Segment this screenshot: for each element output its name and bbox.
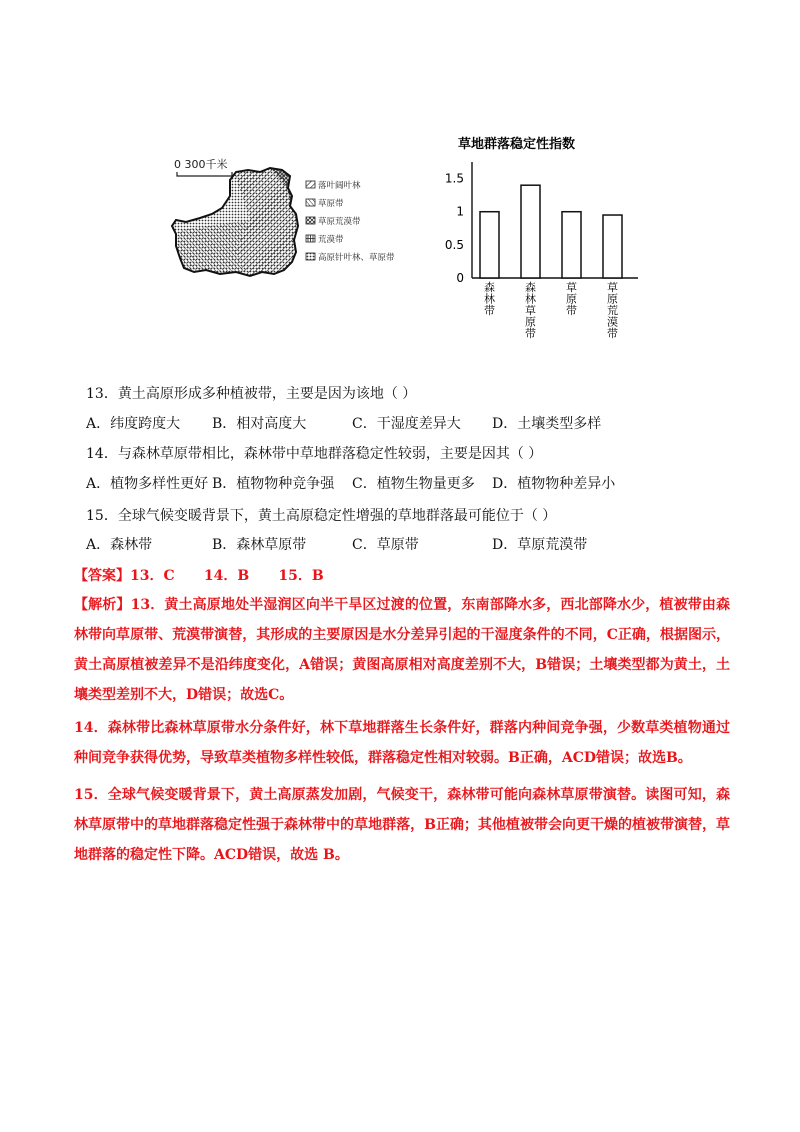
analysis-13-text: 13．黄土高原地处半湿润区向半干旱区过渡的位置，东南部降水多，西北部降水少，植被带由森林带向草原带、荒漠带演替，其形成的主要原因是水分差异引起的干湿度条件的不同，C正确，根据图示，黄土高原植被差异不是沿纬度变化，A错误；黄图高原相对高度差别不大，B错误；土壤类型都为黄土，土壤类型差别不大，D错误；故选C。	[74, 597, 731, 703]
question-14-stem: 14．与森林草原带相比，森林带中草地群落稳定性较弱，主要是因其（ ）	[86, 446, 543, 462]
legend-label: 荒漠带	[318, 235, 344, 245]
chart-title: 草地群落稳定性指数	[458, 137, 576, 152]
legend-item	[306, 198, 344, 209]
legend-item	[306, 216, 361, 227]
question-15-option-c[interactable]: C．草原带	[352, 537, 419, 553]
analysis-15: 15．全球气候变暖背景下，黄土高原蒸发加剧，气候变干，森林带可能向森林草原带演替。读图可知，森林草原带中的草地群落稳定性强于森林带中的草地群落，B正确；其他植被带会向更干燥的植被带演替，草地群落的稳定性下降。ACD错误，故选 B。	[74, 787, 730, 863]
answer-label: 【答案】	[74, 568, 130, 584]
y-tick-label: 1.5	[444, 171, 464, 186]
question-13-stem: 13．黄土高原形成多种植被带，主要是因为该地（ ）	[86, 386, 417, 402]
y-tick-label: 0	[456, 271, 464, 285]
y-tick-label: 1	[456, 204, 464, 219]
question-13-option-b[interactable]: B．相对高度大	[212, 416, 307, 432]
question-14-option-d[interactable]: D．植物物种差异小	[492, 476, 616, 492]
figure-area	[0, 0, 800, 360]
question-13-option-a[interactable]: A．纬度跨度大	[86, 416, 181, 432]
question-13-option-d[interactable]: D．土壤类型多样	[492, 416, 602, 432]
bar-chart	[445, 136, 638, 340]
answer-line	[74, 566, 324, 586]
legend-label: 草原带	[318, 199, 344, 209]
hatch-dense-icon	[306, 181, 315, 188]
x-tick-label: 森林带	[484, 281, 495, 317]
x-tick-label: 森林草原带	[525, 281, 536, 340]
vertical-bars-icon	[306, 235, 315, 242]
legend-item	[306, 234, 344, 245]
legend-item	[306, 252, 395, 263]
bar	[521, 185, 540, 278]
question-14-option-c[interactable]: C．植物生物量更多	[352, 476, 475, 492]
loess-plateau-map	[160, 160, 310, 290]
x-tick-label: 草原荒漠带	[607, 281, 618, 340]
hatch-diagonal-icon	[306, 199, 315, 206]
answer-text: 13．C 14．B 15．B	[130, 568, 324, 584]
cross-hatch-icon	[306, 217, 315, 224]
analysis-label: 【解析】	[74, 597, 131, 613]
analysis-14: 14．森林带比森林草原带水分条件好，林下草地群落生长条件好，群落内种间竞争强，少数草类植物通过种间竞争获得优势，导致草类植物多样性较低，群落稳定性相对较弱。B正确，ACD错误；故选B。	[74, 720, 730, 766]
question-15-stem: 15．全球气候变暖背景下，黄土高原稳定性增强的草地群落最可能位于（ ）	[86, 508, 557, 524]
question-14-option-a[interactable]: A．植物多样性更好	[86, 476, 209, 492]
legend-label: 落叶阔叶林	[318, 181, 361, 191]
legend-label: 高原针叶林、草原带	[318, 253, 395, 263]
question-14-option-b[interactable]: B．植物物种竞争强	[212, 476, 335, 492]
bar	[603, 215, 622, 278]
analysis-13	[74, 590, 730, 710]
bar	[480, 212, 499, 278]
grid-icon	[306, 253, 315, 260]
legend-label: 草原荒漠带	[318, 217, 361, 227]
legend-item	[306, 180, 361, 191]
map-scale	[174, 157, 232, 176]
map-scale-label: 0 300千米	[174, 158, 228, 171]
map-legend	[306, 180, 395, 263]
question-15-option-b[interactable]: B．森林草原带	[212, 537, 307, 553]
x-tick-label: 草原带	[566, 281, 577, 317]
question-13-option-c[interactable]: C．干湿度差异大	[352, 416, 461, 432]
question-15-option-d[interactable]: D．草原荒漠带	[492, 537, 588, 553]
question-15-option-a[interactable]: A．森林带	[86, 537, 153, 553]
y-tick-label: 0.5	[444, 237, 464, 252]
bar	[562, 212, 581, 278]
